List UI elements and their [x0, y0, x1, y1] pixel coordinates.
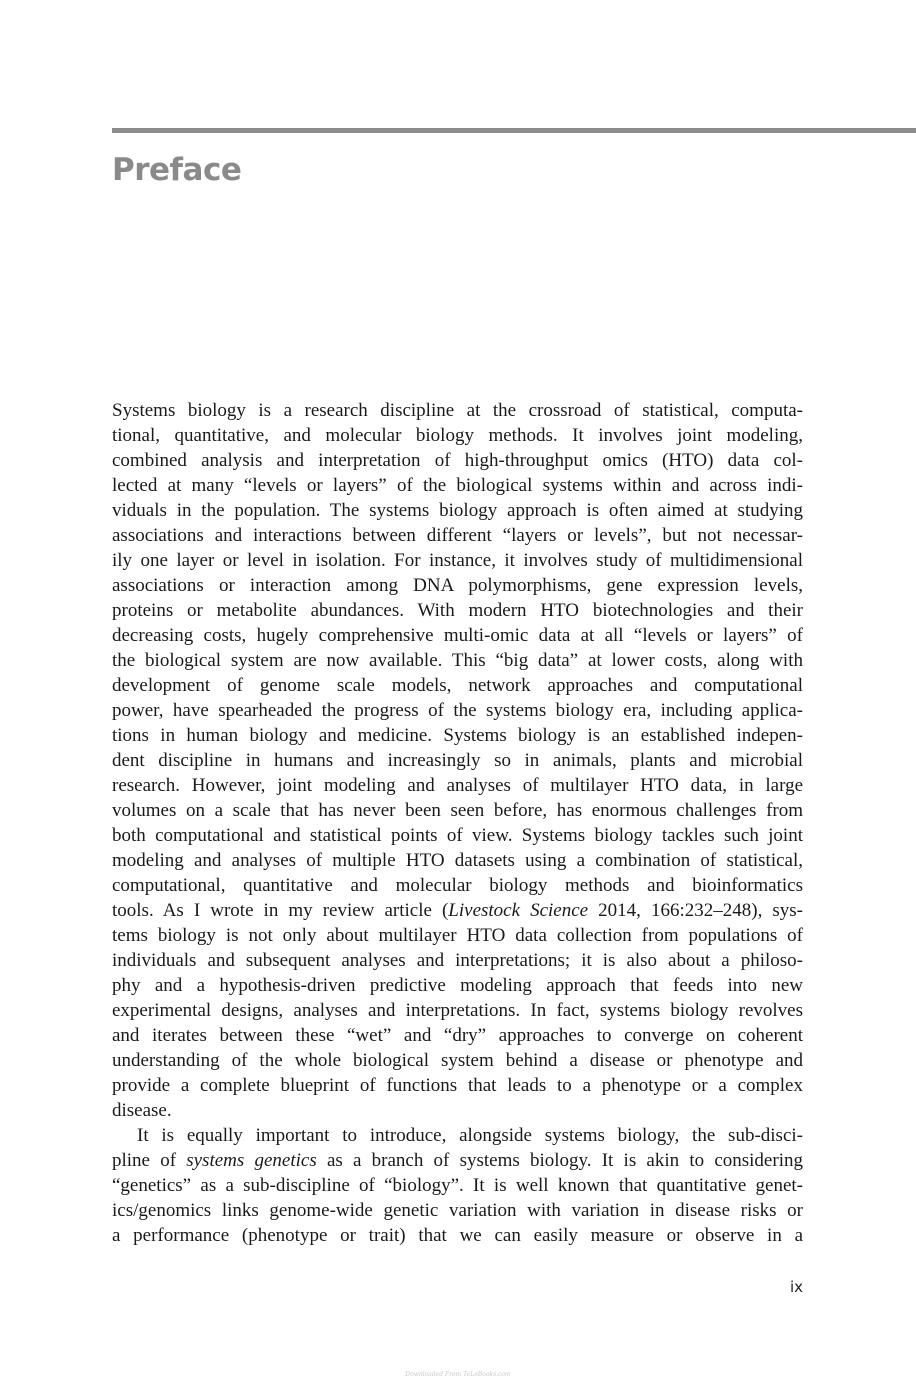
text-line: a performance (phenotype or trait) that we can easily measure or observe in a: [112, 1225, 803, 1246]
text-line: Systems biology is a research discipline at the crossroad of statistical, computa-: [112, 400, 803, 421]
text-line: associations or interaction among DNA polymorphisms, gene expression levels,: [112, 575, 803, 596]
text-line: tions in human biology and medicine. Systems biology is an established indepen-: [112, 725, 803, 746]
text-line: proteins or metabolite abundances. With modern HTO biotechnologies and their: [112, 600, 803, 621]
text-line: [112, 1148, 803, 1173]
chapter-top-rule: [112, 128, 916, 133]
text-line: combined analysis and interpretation of high-throughput omics (HTO) data col-: [112, 450, 803, 471]
text-line: understanding of the whole biological system behind a disease or phenotype and: [112, 1050, 803, 1071]
text-line: ily one layer or level in isolation. For instance, it involves study of multidimensional: [112, 550, 803, 571]
text-line: lected at many “levels or layers” of the biological systems within and across indi-: [112, 475, 803, 496]
paragraph-2: [112, 1123, 803, 1248]
text-line: It is equally important to introduce, alongside systems biology, the sub-disci-: [137, 1125, 803, 1146]
text-line: individuals and subsequent analyses and interpretations; it is also about a philoso-: [112, 950, 803, 971]
text-line: the biological system are now available. This “big data” at lower costs, along with: [112, 650, 803, 671]
text-line: dent discipline in humans and increasingly so in animals, plants and microbial: [112, 750, 803, 771]
text-line: development of genome scale models, network approaches and computational: [112, 675, 803, 696]
text-line: provide a complete blueprint of functions that leads to a phenotype or a complex: [112, 1075, 803, 1096]
text-line: research. However, joint modeling and analyses of multilayer HTO data, in large: [112, 775, 803, 796]
paragraph-1: [112, 398, 803, 1123]
text-line: associations and interactions between different “layers or levels”, but not necessar-: [112, 525, 803, 546]
text-segment: 2014, 166:232–248), sys-: [588, 900, 803, 921]
text-line: [112, 898, 803, 923]
italic-text: Livestock Science: [448, 900, 589, 921]
text-line: and iterates between these “wet” and “dry” approaches to converge on coherent: [112, 1025, 803, 1046]
text-line: disease.: [112, 1100, 172, 1121]
text-line: “genetics” as a sub-discipline of “biology”. It is well known that quantitative genet-: [112, 1175, 803, 1196]
text-line: decreasing costs, hugely comprehensive multi-omic data at all “levels or layers” of: [112, 625, 803, 646]
text-line: ics/genomics links genome-wide genetic variation with variation in disease risks or: [112, 1200, 803, 1221]
text-line: tional, quantitative, and molecular biology methods. It involves joint modeling,: [112, 425, 803, 446]
text-segment: as a branch of systems biology. It is akin to considering: [316, 1150, 803, 1171]
text-segment: pline of: [112, 1150, 187, 1171]
preface-body: [112, 398, 803, 1248]
page-number: ix: [789, 1278, 803, 1296]
text-line: computational, quantitative and molecular biology methods and bioinformatics: [112, 875, 803, 896]
text-line: both computational and statistical points of view. Systems biology tackles such joint: [112, 825, 803, 846]
chapter-title: Preface: [112, 152, 242, 188]
text-line: modeling and analyses of multiple HTO datasets using a combination of statistical,: [112, 850, 803, 871]
download-watermark: Downloaded From TeLeBooks.com: [405, 1371, 511, 1378]
text-segment: tools. As I wrote in my review article (: [112, 900, 449, 921]
italic-text: systems genetics: [186, 1150, 317, 1171]
text-line: tems biology is not only about multilayer HTO data collection from populations of: [112, 925, 803, 946]
text-line: experimental designs, analyses and interpretations. In fact, systems biology revolves: [112, 1000, 803, 1021]
text-line: volumes on a scale that has never been seen before, has enormous challenges from: [112, 800, 803, 821]
text-line: viduals in the population. The systems biology approach is often aimed at studying: [112, 500, 803, 521]
text-line: phy and a hypothesis-driven predictive modeling approach that feeds into new: [112, 975, 803, 996]
text-line: power, have spearheaded the progress of the systems biology era, including applica-: [112, 700, 803, 721]
